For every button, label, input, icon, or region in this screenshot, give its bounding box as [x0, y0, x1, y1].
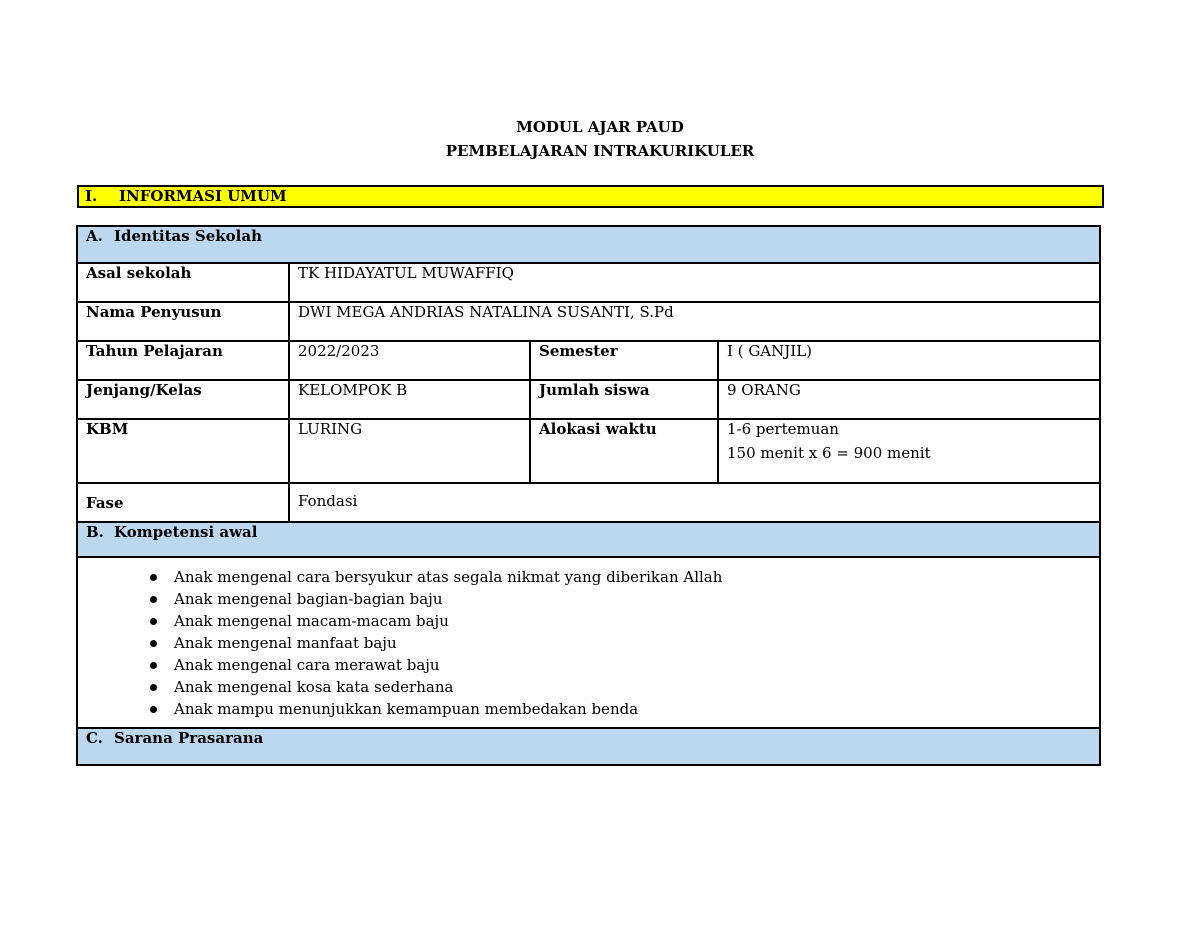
tahun-pelajaran-value: 2022/2023 — [289, 341, 530, 380]
jenjang-kelas-label: Jenjang/Kelas — [77, 380, 289, 419]
kbm-value: LURING — [289, 419, 530, 483]
kbm-label: KBM — [77, 419, 289, 483]
table-row — [77, 302, 1100, 341]
asal-sekolah-label: Asal sekolah — [77, 263, 289, 302]
semester-value: I ( GANJIL) — [718, 341, 1100, 380]
alokasi-waktu-label: Alokasi waktu — [530, 419, 718, 483]
kompetensi-list — [86, 566, 1091, 720]
table-row — [77, 341, 1100, 380]
list-item — [174, 676, 1091, 698]
nama-penyusun-value: DWI MEGA ANDRIAS NATALINA SUSANTI, S.Pd — [289, 302, 1100, 341]
list-item-text: Anak mengenal bagian-bagian baju — [174, 590, 443, 608]
identitas-heading-row — [77, 226, 1100, 263]
table-row — [77, 557, 1100, 728]
sarana-heading: Sarana Prasarana — [114, 729, 264, 747]
alokasi-waktu-value — [718, 419, 1100, 483]
kompetensi-list-cell — [77, 557, 1100, 728]
table-row — [77, 263, 1100, 302]
semester-label: Semester — [530, 341, 718, 380]
fase-label: Fase — [77, 483, 289, 522]
section-informasi-umum — [77, 185, 1104, 208]
section-label: INFORMASI UMUM — [119, 187, 287, 205]
table-row — [77, 419, 1100, 483]
list-item-text: Anak mengenal macam-macam baju — [174, 612, 449, 630]
list-item — [174, 610, 1091, 632]
table-row — [77, 483, 1100, 522]
bullet-icon — [150, 640, 157, 647]
list-item — [174, 566, 1091, 588]
document-subtitle: PEMBELAJARAN INTRAKURIKULER — [445, 142, 755, 160]
bullet-icon — [150, 618, 157, 625]
bullet-icon — [150, 596, 157, 603]
nama-penyusun-label: Nama Penyusun — [77, 302, 289, 341]
list-item-text: Anak mengenal cara merawat baju — [174, 656, 440, 674]
jenjang-kelas-value: KELOMPOK B — [289, 380, 530, 419]
table-row — [77, 380, 1100, 419]
sarana-letter: C. — [86, 729, 103, 747]
identitas-table — [76, 225, 1101, 766]
list-item — [174, 632, 1091, 654]
kompetensi-heading-row — [77, 522, 1100, 557]
list-item-text: Anak mengenal kosa kata sederhana — [174, 678, 454, 696]
list-item-text: Anak mampu menunjukkan kemampuan membedakan benda — [174, 700, 639, 718]
sarana-heading-row — [77, 728, 1100, 765]
list-item — [174, 654, 1091, 676]
bullet-icon — [150, 662, 157, 669]
alokasi-line-2: 150 menit x 6 = 900 menit — [727, 444, 931, 462]
jumlah-siswa-label: Jumlah siswa — [530, 380, 718, 419]
tahun-pelajaran-label: Tahun Pelajaran — [77, 341, 289, 380]
fase-value: Fondasi — [289, 483, 1100, 522]
bullet-icon — [150, 706, 157, 713]
section-number: I. — [85, 187, 98, 205]
kompetensi-letter: B. — [86, 523, 104, 541]
list-item — [174, 698, 1091, 720]
identitas-heading: Identitas Sekolah — [114, 227, 262, 245]
identitas-letter: A. — [86, 227, 103, 245]
bullet-icon — [150, 574, 157, 581]
list-item-text: Anak mengenal manfaat baju — [174, 634, 397, 652]
alokasi-line-1: 1-6 pertemuan — [727, 420, 839, 438]
jumlah-siswa-value: 9 ORANG — [718, 380, 1100, 419]
kompetensi-heading: Kompetensi awal — [114, 523, 258, 541]
document-title: MODUL AJAR PAUD — [516, 118, 684, 136]
list-item — [174, 588, 1091, 610]
list-item-text: Anak mengenal cara bersyukur atas segala nikmat yang diberikan Allah — [174, 568, 723, 586]
asal-sekolah-value: TK HIDAYATUL MUWAFFIQ — [289, 263, 1100, 302]
bullet-icon — [150, 684, 157, 691]
